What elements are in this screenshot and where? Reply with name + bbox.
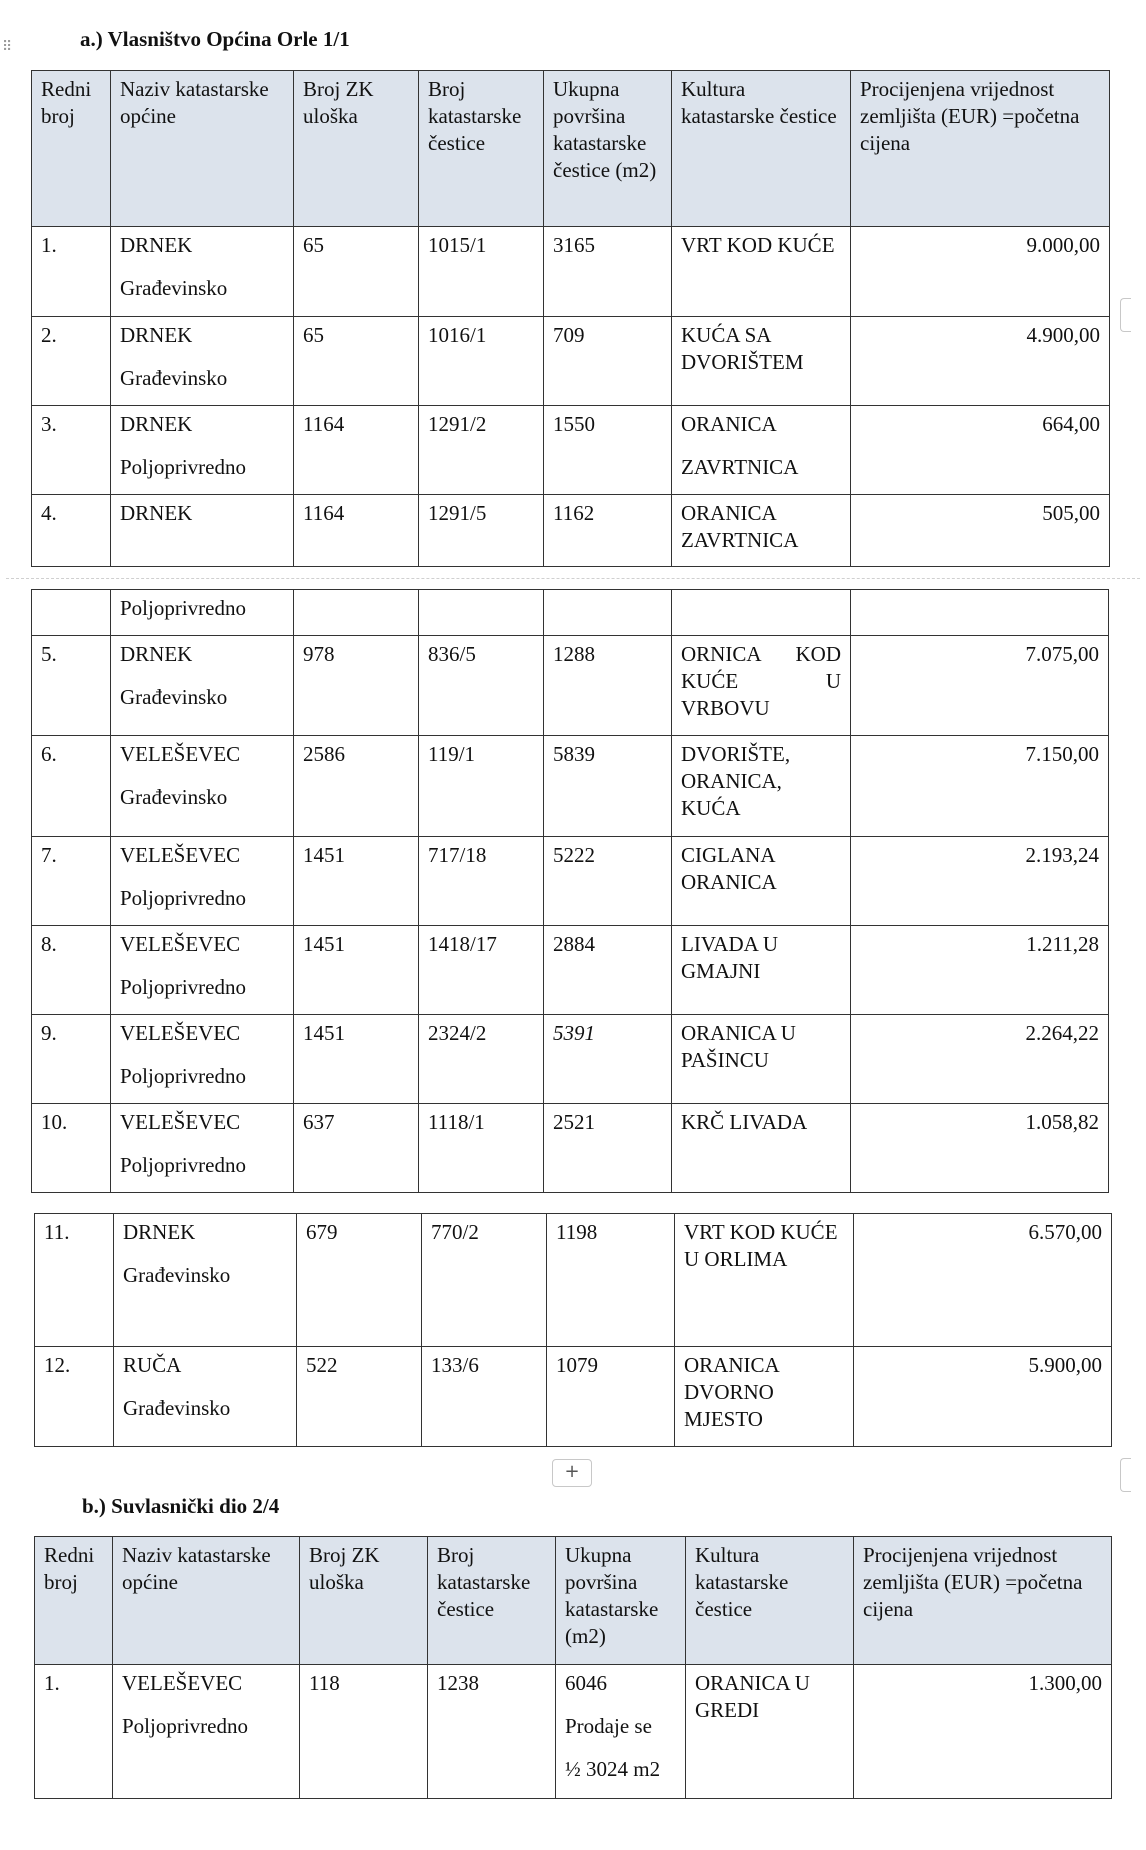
parcel-culture bbox=[672, 406, 851, 495]
cadastral-municipality bbox=[113, 1665, 300, 1799]
parcel-area: 1550 bbox=[544, 406, 672, 495]
row-number: 9. bbox=[32, 1015, 111, 1104]
zk-number: 1451 bbox=[294, 926, 419, 1015]
municipality-name: DRNEK bbox=[120, 412, 193, 436]
land-type: Građevinsko bbox=[120, 276, 228, 300]
header-cell: Naziv katastarske općine bbox=[111, 71, 294, 227]
estimated-value: 1.300,00 bbox=[854, 1665, 1112, 1799]
table-row bbox=[32, 736, 1109, 837]
estimated-value: 7.150,00 bbox=[851, 736, 1109, 837]
table-row bbox=[32, 926, 1109, 1015]
cadastral-municipality bbox=[111, 926, 294, 1015]
header-cell: Broj ZK uloška bbox=[294, 71, 419, 227]
row-number: 3. bbox=[32, 406, 111, 495]
parcel-number: 836/5 bbox=[419, 636, 544, 736]
cadastral-municipality bbox=[111, 736, 294, 837]
parcel-number: 2324/2 bbox=[419, 1015, 544, 1104]
cadastral-municipality bbox=[111, 837, 294, 926]
municipality-name: DRNEK bbox=[120, 323, 193, 347]
row-number: 11. bbox=[35, 1214, 114, 1347]
table-row bbox=[32, 317, 1110, 406]
parcel-number: 119/1 bbox=[419, 736, 544, 837]
header-cell: Broj katastarske čestice bbox=[419, 71, 544, 227]
row-number: 4. bbox=[32, 495, 111, 567]
estimated-value: 7.075,00 bbox=[851, 636, 1109, 736]
row-number: 6. bbox=[32, 736, 111, 837]
parcel-number: 717/18 bbox=[419, 837, 544, 926]
header-cell: Procijenjena vrijednost zemljišta (EUR) =početna cijena bbox=[851, 71, 1110, 227]
land-type: Poljoprivredno bbox=[120, 1064, 246, 1088]
parcel-area: 1288 bbox=[544, 636, 672, 736]
parcel-area: 3165 bbox=[544, 227, 672, 317]
cadastral-municipality bbox=[111, 227, 294, 317]
row-number: 1. bbox=[35, 1665, 113, 1799]
header-cell: Procijenjena vrijednost zemljišta (EUR) =početna cijena bbox=[854, 1537, 1112, 1665]
row-number: 10. bbox=[32, 1104, 111, 1193]
estimated-value: 5.900,00 bbox=[854, 1347, 1112, 1447]
header-cell: Ukupna površina katastarske čestice (m2) bbox=[544, 71, 672, 227]
zk-number: 1164 bbox=[294, 406, 419, 495]
culture-line: ZAVRTNICA bbox=[681, 455, 799, 479]
parcel-culture: KUĆA SA DVORIŠTEM bbox=[672, 317, 851, 406]
table-row bbox=[32, 406, 1110, 495]
parcel-number: 1238 bbox=[428, 1665, 556, 1799]
add-row-button[interactable]: + bbox=[552, 1459, 592, 1487]
side-handle[interactable] bbox=[1120, 298, 1131, 332]
land-type: Poljoprivredno bbox=[120, 975, 246, 999]
ownership-table-part1 bbox=[31, 70, 1110, 567]
parcel-number bbox=[419, 590, 544, 636]
cadastral-municipality: DRNEK bbox=[111, 495, 294, 567]
land-type: Poljoprivredno bbox=[120, 886, 246, 910]
zk-number: 2586 bbox=[294, 736, 419, 837]
side-handle[interactable] bbox=[1120, 1458, 1131, 1492]
estimated-value: 6.570,00 bbox=[854, 1214, 1112, 1347]
zk-number: 978 bbox=[294, 636, 419, 736]
municipality-name: VELEŠEVEC bbox=[120, 1021, 241, 1045]
zk-number: 679 bbox=[297, 1214, 422, 1347]
ownership-table-part2 bbox=[31, 589, 1109, 1193]
parcel-number: 770/2 bbox=[422, 1214, 547, 1347]
table-row bbox=[32, 636, 1109, 736]
zk-number: 1451 bbox=[294, 1015, 419, 1104]
table-row bbox=[32, 1104, 1109, 1193]
cadastral-municipality bbox=[111, 317, 294, 406]
municipality-name: VELEŠEVEC bbox=[120, 742, 241, 766]
table-row bbox=[35, 1214, 1112, 1347]
table-header-row bbox=[35, 1537, 1112, 1665]
table-row bbox=[32, 590, 1109, 636]
land-type: Građevinsko bbox=[120, 685, 228, 709]
zk-number: 637 bbox=[294, 1104, 419, 1193]
parcel-area: 1198 bbox=[547, 1214, 675, 1347]
parcel-culture bbox=[672, 590, 851, 636]
co-ownership-table bbox=[34, 1536, 1112, 1799]
section-b-title: b.) Suvlasnički dio 2/4 bbox=[82, 1494, 280, 1518]
parcel-number: 1118/1 bbox=[419, 1104, 544, 1193]
estimated-value: 4.900,00 bbox=[851, 317, 1110, 406]
parcel-culture: LIVADA U GMAJNI bbox=[672, 926, 851, 1015]
land-type: Građevinsko bbox=[120, 785, 228, 809]
area-share: ½ 3024 m2 bbox=[565, 1757, 661, 1781]
cadastral-municipality bbox=[111, 1104, 294, 1193]
estimated-value: 9.000,00 bbox=[851, 227, 1110, 317]
cadastral-municipality bbox=[114, 1214, 297, 1347]
row-number: 2. bbox=[32, 317, 111, 406]
area-note: Prodaje se bbox=[565, 1714, 652, 1738]
municipality-name: VELEŠEVEC bbox=[120, 843, 241, 867]
zk-number: 1164 bbox=[294, 495, 419, 567]
parcel-culture: ORANICA U PAŠINCU bbox=[672, 1015, 851, 1104]
parcel-culture: VRT KOD KUĆE bbox=[672, 227, 851, 317]
parcel-culture: VRT KOD KUĆE U ORLIMA bbox=[675, 1214, 854, 1347]
table-row bbox=[32, 495, 1110, 567]
parcel-number: 1015/1 bbox=[419, 227, 544, 317]
header-cell: Kultura katastarske čestice bbox=[672, 71, 851, 227]
parcel-culture: KRČ LIVADA bbox=[672, 1104, 851, 1193]
culture-line: ORANICA bbox=[681, 412, 777, 436]
land-type: Poljoprivredno bbox=[122, 1714, 248, 1738]
parcel-area: 709 bbox=[544, 317, 672, 406]
page-break-line bbox=[6, 578, 1140, 579]
cadastral-municipality bbox=[111, 636, 294, 736]
parcel-area: 1162 bbox=[544, 495, 672, 567]
header-cell: Redni broj bbox=[32, 71, 111, 227]
row-number bbox=[32, 590, 111, 636]
estimated-value: 2.193,24 bbox=[851, 837, 1109, 926]
table-row bbox=[32, 837, 1109, 926]
municipality-name: VELEŠEVEC bbox=[122, 1671, 243, 1695]
municipality-name: DRNEK bbox=[120, 233, 193, 257]
parcel-area: 2884 bbox=[544, 926, 672, 1015]
zk-number: 65 bbox=[294, 227, 419, 317]
row-number: 12. bbox=[35, 1347, 114, 1447]
parcel-number: 1291/2 bbox=[419, 406, 544, 495]
parcel-culture: ORANICA DVORNO MJESTO bbox=[675, 1347, 854, 1447]
estimated-value: 664,00 bbox=[851, 406, 1110, 495]
land-type: Građevinsko bbox=[123, 1396, 231, 1420]
municipality-name: RUČA bbox=[123, 1353, 182, 1377]
parcel-area bbox=[556, 1665, 686, 1799]
parcel-number: 1418/17 bbox=[419, 926, 544, 1015]
municipality-name: DRNEK bbox=[120, 642, 193, 666]
parcel-area: 5391 bbox=[544, 1015, 672, 1104]
municipality-name: VELEŠEVEC bbox=[120, 932, 241, 956]
row-number: 5. bbox=[32, 636, 111, 736]
cadastral-municipality bbox=[111, 1015, 294, 1104]
parcel-area: 5839 bbox=[544, 736, 672, 837]
row-number: 7. bbox=[32, 837, 111, 926]
header-cell: Broj ZK uloška bbox=[300, 1537, 428, 1665]
zk-number bbox=[294, 590, 419, 636]
parcel-area: 5222 bbox=[544, 837, 672, 926]
parcel-area: 2521 bbox=[544, 1104, 672, 1193]
land-type: Poljoprivredno bbox=[120, 455, 246, 479]
zk-number: 1451 bbox=[294, 837, 419, 926]
municipality-name: VELEŠEVEC bbox=[120, 1110, 241, 1134]
estimated-value: 2.264,22 bbox=[851, 1015, 1109, 1104]
land-type: Poljoprivredno bbox=[120, 1153, 246, 1177]
parcel-culture: CIGLANA ORANICA bbox=[672, 837, 851, 926]
row-number: 1. bbox=[32, 227, 111, 317]
parcel-culture: ORANICA U GREDI bbox=[686, 1665, 854, 1799]
zk-number: 522 bbox=[297, 1347, 422, 1447]
cadastral-municipality bbox=[111, 406, 294, 495]
area-total: 6046 bbox=[565, 1671, 607, 1695]
estimated-value: 1.211,28 bbox=[851, 926, 1109, 1015]
estimated-value bbox=[851, 590, 1109, 636]
ownership-table-part3 bbox=[34, 1213, 1112, 1447]
municipality-name: DRNEK bbox=[123, 1220, 196, 1244]
table-row bbox=[32, 227, 1110, 317]
table-header-row bbox=[32, 71, 1110, 227]
table-row bbox=[35, 1665, 1112, 1799]
drag-handle-icon[interactable]: ⠿ bbox=[2, 39, 13, 55]
parcel-culture: ORNICA KOD KUĆE U VRBOVU bbox=[672, 636, 851, 736]
cadastral-municipality: Poljoprivredno bbox=[111, 590, 294, 636]
header-cell: Redni broj bbox=[35, 1537, 113, 1665]
parcel-number: 1016/1 bbox=[419, 317, 544, 406]
section-a-title: a.) Vlasništvo Općina Orle 1/1 bbox=[80, 27, 350, 51]
header-cell: Kultura katastarske čestice bbox=[686, 1537, 854, 1665]
parcel-culture: DVORIŠTE, ORANICA, KUĆA bbox=[672, 736, 851, 837]
parcel-area bbox=[544, 590, 672, 636]
table-row bbox=[35, 1347, 1112, 1447]
parcel-number: 133/6 bbox=[422, 1347, 547, 1447]
parcel-number: 1291/5 bbox=[419, 495, 544, 567]
estimated-value: 1.058,82 bbox=[851, 1104, 1109, 1193]
parcel-culture: ORANICA ZAVRTNICA bbox=[672, 495, 851, 567]
estimated-value: 505,00 bbox=[851, 495, 1110, 567]
land-type: Građevinsko bbox=[120, 366, 228, 390]
row-number: 8. bbox=[32, 926, 111, 1015]
header-cell: Naziv katastarske općine bbox=[113, 1537, 300, 1665]
zk-number: 65 bbox=[294, 317, 419, 406]
cadastral-municipality bbox=[114, 1347, 297, 1447]
parcel-area: 1079 bbox=[547, 1347, 675, 1447]
header-cell: Broj katastarske čestice bbox=[428, 1537, 556, 1665]
land-type: Građevinsko bbox=[123, 1263, 231, 1287]
zk-number: 118 bbox=[300, 1665, 428, 1799]
header-cell: Ukupna površina katastarske (m2) bbox=[556, 1537, 686, 1665]
table-row bbox=[32, 1015, 1109, 1104]
